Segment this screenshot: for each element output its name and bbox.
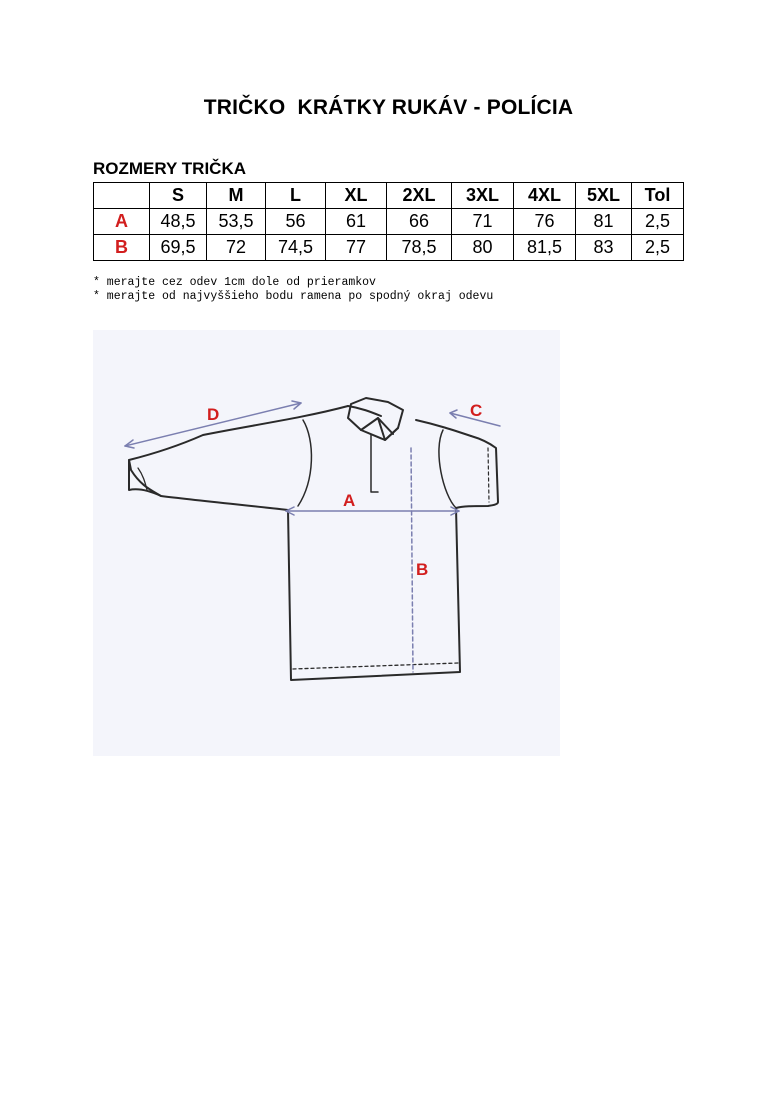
table-row	[94, 209, 684, 235]
table-cell: 81,5	[514, 235, 576, 261]
left-sleeve-outline	[129, 406, 348, 510]
table-cell: 77	[326, 235, 387, 261]
table-cell: 48,5	[150, 209, 207, 235]
measure-line-b	[411, 448, 413, 672]
section-title: ROZMERY TRIČKA	[93, 159, 246, 178]
table-cell: 66	[387, 209, 452, 235]
header-cell-empty	[94, 183, 150, 209]
table-cell: 74,5	[266, 235, 326, 261]
table-header-row	[94, 183, 684, 209]
label-a: A	[343, 491, 356, 510]
table-cell: 80	[452, 235, 514, 261]
table-row	[94, 235, 684, 261]
right-sleeve-outline	[456, 436, 498, 508]
label-d: D	[207, 405, 220, 424]
header-cell: S	[150, 183, 207, 209]
notes	[93, 276, 493, 304]
row-label: A	[94, 209, 150, 235]
table-cell: 83	[576, 235, 632, 261]
label-b: B	[416, 560, 429, 579]
table-cell: 2,5	[632, 235, 684, 261]
note-line: * merajte od najvyššieho bodu ramena po spodný okraj odevu	[93, 290, 494, 303]
table-cell: 61	[326, 209, 387, 235]
size-table	[93, 182, 684, 261]
table-cell: 78,5	[387, 235, 452, 261]
table-cell: 53,5	[207, 209, 266, 235]
header-cell: XL	[326, 183, 387, 209]
table-cell: 2,5	[632, 209, 684, 235]
table-cell: 76	[514, 209, 576, 235]
header-cell: M	[207, 183, 266, 209]
shirt-diagram	[93, 330, 560, 756]
shirt-drawing	[93, 330, 560, 756]
header-cell: 5XL	[576, 183, 632, 209]
row-label: B	[94, 235, 150, 261]
shirt-body-outline	[288, 508, 460, 680]
header-cell: 2XL	[387, 183, 452, 209]
table-cell: 56	[266, 209, 326, 235]
header-cell: L	[266, 183, 326, 209]
note-line: * merajte cez odev 1cm dole od prieramkov	[93, 276, 376, 289]
table-cell: 69,5	[150, 235, 207, 261]
header-cell: 4XL	[514, 183, 576, 209]
table-cell: 81	[576, 209, 632, 235]
header-cell: Tol	[632, 183, 684, 209]
label-c: C	[470, 401, 483, 420]
document-title: TRIČKO KRÁTKY RUKÁV - POLÍCIA	[203, 96, 574, 119]
table-cell: 71	[452, 209, 514, 235]
table-cell: 72	[207, 235, 266, 261]
header-cell: 3XL	[452, 183, 514, 209]
